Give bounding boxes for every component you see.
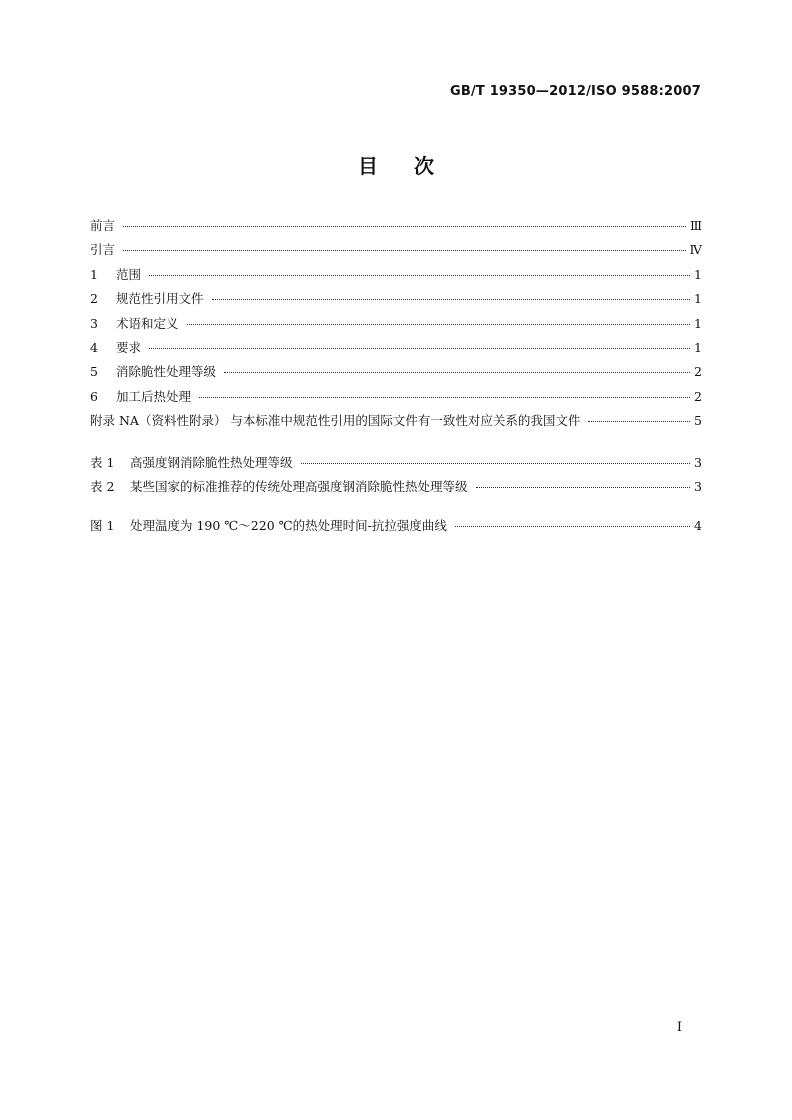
toc-entry-text: 消除脆性处理等级 xyxy=(116,364,217,380)
toc-entry-terms-definitions[interactable] xyxy=(90,312,702,336)
toc-entry-page: 1 xyxy=(694,315,702,331)
toc-entry-page: Ⅲ xyxy=(689,218,702,233)
toc-entry-number: 3 xyxy=(90,315,98,331)
toc-entry-normative-references[interactable] xyxy=(90,287,702,311)
toc-entry-label: 前言 xyxy=(90,218,116,233)
toc-entry-number: 5 xyxy=(90,364,98,380)
toc-entry-page: 3 xyxy=(694,455,702,470)
toc-entry-table-1[interactable] xyxy=(90,451,702,475)
toc-entry-label xyxy=(90,312,183,336)
toc-entry-post-process-heat-treatment[interactable] xyxy=(90,385,702,409)
dot-leader xyxy=(123,226,686,227)
toc-entry-number: 6 xyxy=(90,388,98,404)
toc-entry-annex-na[interactable] xyxy=(90,409,702,433)
toc-entry-label: 引言 xyxy=(90,242,116,258)
dot-leader xyxy=(588,421,690,422)
page-number: I xyxy=(676,1020,682,1035)
toc-tables xyxy=(90,451,702,500)
toc-sections xyxy=(90,214,702,434)
toc-entry-label xyxy=(90,385,195,409)
toc-entry-number: 4 xyxy=(90,339,98,355)
dot-leader xyxy=(301,463,690,464)
toc-entry-text: 处理温度为 190 ℃～220 ℃的热处理时间-抗拉强度曲线 xyxy=(130,518,447,533)
toc-entry-page: 4 xyxy=(694,518,702,533)
toc-entry-text: 要求 xyxy=(116,339,142,355)
toc-entry-text: 术语和定义 xyxy=(116,315,179,331)
toc-entry-table-2[interactable] xyxy=(90,475,702,499)
dot-leader xyxy=(476,487,690,488)
toc-entry-number: 2 xyxy=(90,291,98,307)
dot-leader xyxy=(149,348,690,349)
toc-entry-number: 图 1 xyxy=(90,518,115,533)
dot-leader xyxy=(455,526,690,527)
toc-entry-figure-1[interactable] xyxy=(90,514,702,538)
toc-entry-text: 范围 xyxy=(116,266,142,282)
toc-entry-embrittlement-relief-classes[interactable] xyxy=(90,360,702,384)
dot-leader xyxy=(149,275,690,276)
toc-entry-text: 某些国家的标准推荐的传统处理高强度钢消除脆性热处理等级 xyxy=(130,479,468,495)
toc-entry-page: 2 xyxy=(694,388,702,404)
toc-entry-page: 3 xyxy=(694,479,702,495)
toc-entry-text: 高强度钢消除脆性热处理等级 xyxy=(130,455,293,470)
toc-entry-page: 1 xyxy=(694,339,702,355)
toc-entry-label: 附录 NA（资料性附录） 与本标准中规范性引用的国际文件有一致性对应关系的我国文件 xyxy=(90,413,581,429)
toc-entry-page: 5 xyxy=(694,413,702,429)
toc-entry-label xyxy=(90,514,451,538)
toc-entry-number: 表 2 xyxy=(90,479,115,495)
dot-leader xyxy=(123,250,685,251)
toc-entry-page: 2 xyxy=(694,364,702,380)
standard-code: GB/T 19350—2012/ISO 9588:2007 xyxy=(449,84,701,99)
toc-entry-text: 加工后热处理 xyxy=(116,388,192,404)
toc-figures xyxy=(90,514,702,538)
toc-entry-label xyxy=(90,336,145,360)
toc-entry-scope[interactable] xyxy=(90,263,702,287)
toc-entry-label xyxy=(90,360,220,384)
toc-entry-label xyxy=(90,475,472,499)
toc-entry-page: 1 xyxy=(694,291,702,307)
toc-entry-page: Ⅳ xyxy=(689,242,702,258)
toc-title: 目次 xyxy=(358,154,470,178)
toc-entry-label xyxy=(90,287,208,311)
toc-entry-page: 1 xyxy=(694,266,702,282)
toc-entry-label xyxy=(90,451,297,475)
toc-entry-label xyxy=(90,263,145,287)
toc-entry-foreword[interactable] xyxy=(90,214,702,238)
toc-entry-introduction[interactable] xyxy=(90,238,702,262)
toc-entry-requirements[interactable] xyxy=(90,336,702,360)
toc-entry-number: 表 1 xyxy=(90,455,115,470)
dot-leader xyxy=(199,397,690,398)
toc-entry-text: 规范性引用文件 xyxy=(116,291,204,307)
dot-leader xyxy=(224,372,690,373)
dot-leader xyxy=(187,324,690,325)
toc-entry-number: 1 xyxy=(90,266,98,282)
dot-leader xyxy=(212,299,690,300)
